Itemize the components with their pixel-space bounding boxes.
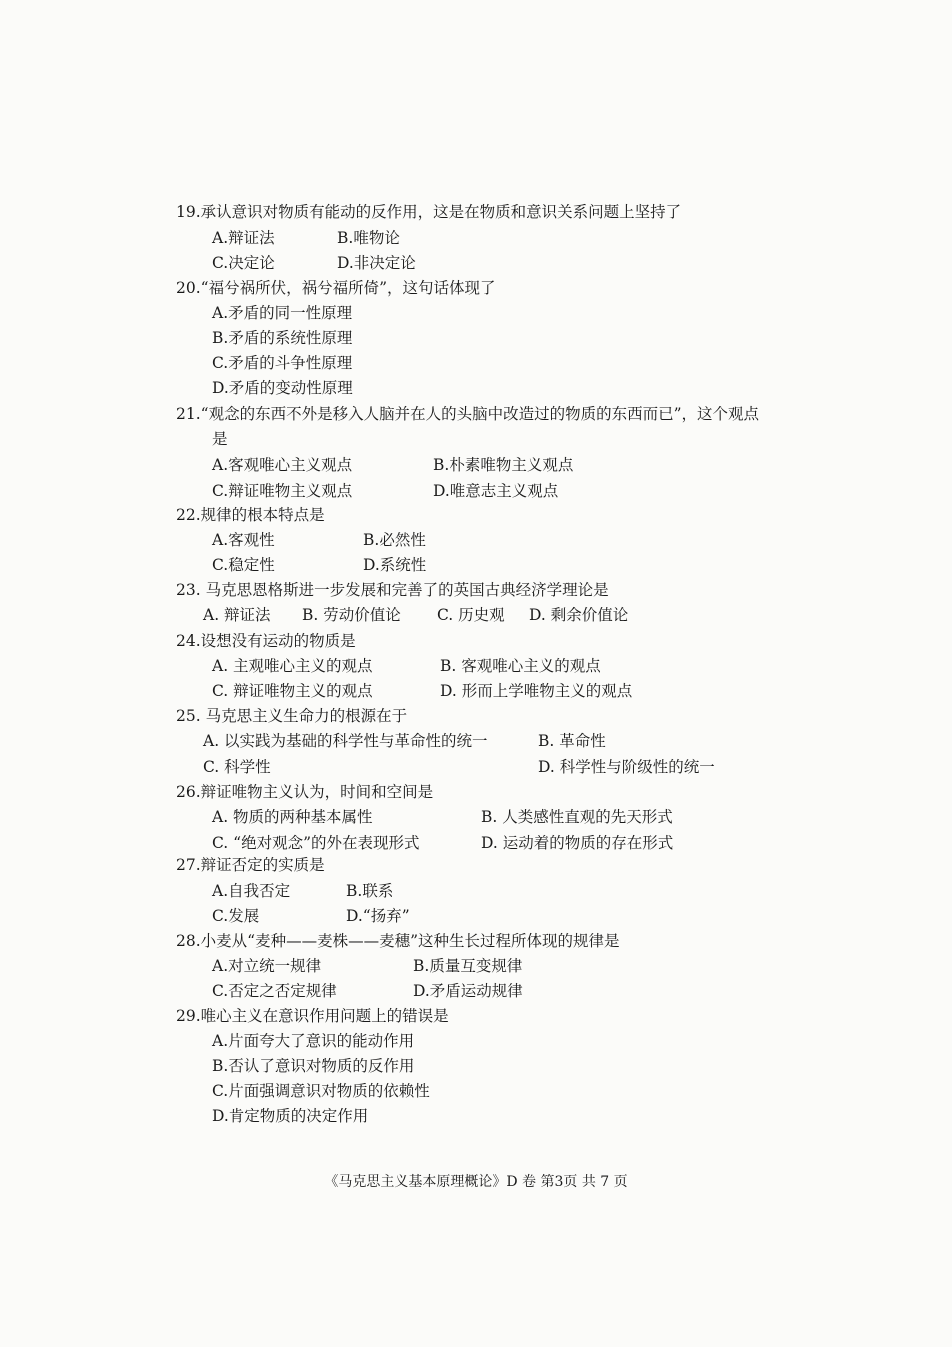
question-29-option-a: A.片面夸大了意识的能动作用 (212, 1032, 415, 1050)
question-21-option-c: C.辩证唯物主义观点 (212, 482, 353, 500)
question-20-option-a: A.矛盾的同一性原理 (212, 304, 353, 322)
question-23-option-a: A. 辩证法 (203, 606, 271, 624)
question-21-option-d: D.唯意志主义观点 (433, 482, 559, 500)
question-23-stem: 23. 马克思恩格斯进一步发展和完善了的英国古典经济学理论是 (176, 581, 609, 599)
question-26-option-d: D. 运动着的物质的存在形式 (481, 834, 674, 852)
question-19-stem: 19.承认意识对物质有能动的反作用，这是在物质和意识关系问题上坚持了 (176, 203, 682, 221)
question-20-option-b: B.矛盾的系统性原理 (212, 329, 353, 347)
question-29-option-b: B.否认了意识对物质的反作用 (212, 1057, 415, 1075)
question-28-stem: 28.小麦从“麦种——麦株——麦穗”这种生长过程所体现的规律是 (176, 932, 620, 950)
question-21-stem: 21.“观念的东西不外是移入人脑并在人的头脑中改造过的物质的东西而已”，这个观点 (176, 405, 760, 423)
question-25-stem: 25. 马克思主义生命力的根源在于 (176, 707, 408, 725)
question-24-option-c: C. 辩证唯物主义的观点 (212, 682, 373, 700)
question-23-option-b: B. 劳动价值论 (302, 606, 401, 624)
question-26-option-c: C. “绝对观念”的外在表现形式 (212, 834, 420, 852)
question-20-option-c: C.矛盾的斗争性原理 (212, 354, 353, 372)
question-23-option-d: D. 剩余价值论 (529, 606, 629, 624)
question-24-option-d: D. 形而上学唯物主义的观点 (440, 682, 633, 700)
question-22-stem: 22.规律的根本特点是 (176, 506, 325, 524)
question-24-option-a: A. 主观唯心主义的观点 (212, 657, 373, 675)
question-19-option-d: D.非决定论 (337, 254, 416, 272)
question-27-stem: 27.辩证否定的实质是 (176, 856, 325, 874)
question-22-option-a: A.客观性 (212, 531, 275, 549)
question-22-option-c: C.稳定性 (212, 556, 275, 574)
question-28-option-b: B.质量互变规律 (413, 957, 523, 975)
question-22-option-b: B.必然性 (363, 531, 426, 549)
question-25-option-b: B. 革命性 (538, 732, 606, 750)
question-26-option-a: A. 物质的两种基本属性 (212, 808, 373, 826)
question-25-option-c: C. 科学性 (203, 758, 271, 776)
question-19-option-c: C.决定论 (212, 254, 275, 272)
question-29-option-c: C.片面强调意识对物质的依赖性 (212, 1082, 430, 1100)
question-21-option-a: A.客观唯心主义观点 (212, 456, 353, 474)
question-27-option-d: D.“扬弃” (346, 907, 410, 925)
question-28-option-d: D.矛盾运动规律 (413, 982, 523, 1000)
question-24-stem: 24.设想没有运动的物质是 (176, 632, 356, 650)
question-20-stem: 20.“福兮祸所伏，祸兮福所倚”，这句话体现了 (176, 279, 496, 297)
question-27-option-b: B.联系 (346, 882, 394, 900)
question-25-option-d: D. 科学性与阶级性的统一 (538, 758, 715, 776)
question-21-stem-continued: 是 (212, 430, 228, 448)
question-22-option-d: D.系统性 (363, 556, 427, 574)
question-19-option-a: A.辩证法 (212, 229, 275, 247)
question-28-option-a: A.对立统一规律 (212, 957, 322, 975)
question-19-option-b: B.唯物论 (337, 229, 400, 247)
question-28-option-c: C.否定之否定规律 (212, 982, 337, 1000)
question-24-option-b: B. 客观唯心主义的观点 (440, 657, 601, 675)
question-25-option-a: A. 以实践为基础的科学性与革命性的统一 (203, 732, 488, 750)
question-21-option-b: B.朴素唯物主义观点 (433, 456, 574, 474)
question-27-option-c: C.发展 (212, 907, 260, 925)
question-29-stem: 29.唯心主义在意识作用问题上的错误是 (176, 1007, 449, 1025)
question-20-option-d: D.矛盾的变动性原理 (212, 379, 353, 397)
question-29-option-d: D.肯定物质的决定作用 (212, 1107, 369, 1125)
question-26-stem: 26.辩证唯物主义认为，时间和空间是 (176, 783, 434, 801)
page-footer: 《马克思主义基本原理概论》D 卷 第3页 共 7 页 (324, 1174, 628, 1190)
question-27-option-a: A.自我否定 (212, 882, 291, 900)
question-23-option-c: C. 历史观 (437, 606, 505, 624)
question-26-option-b: B. 人类感性直观的先天形式 (481, 808, 673, 826)
